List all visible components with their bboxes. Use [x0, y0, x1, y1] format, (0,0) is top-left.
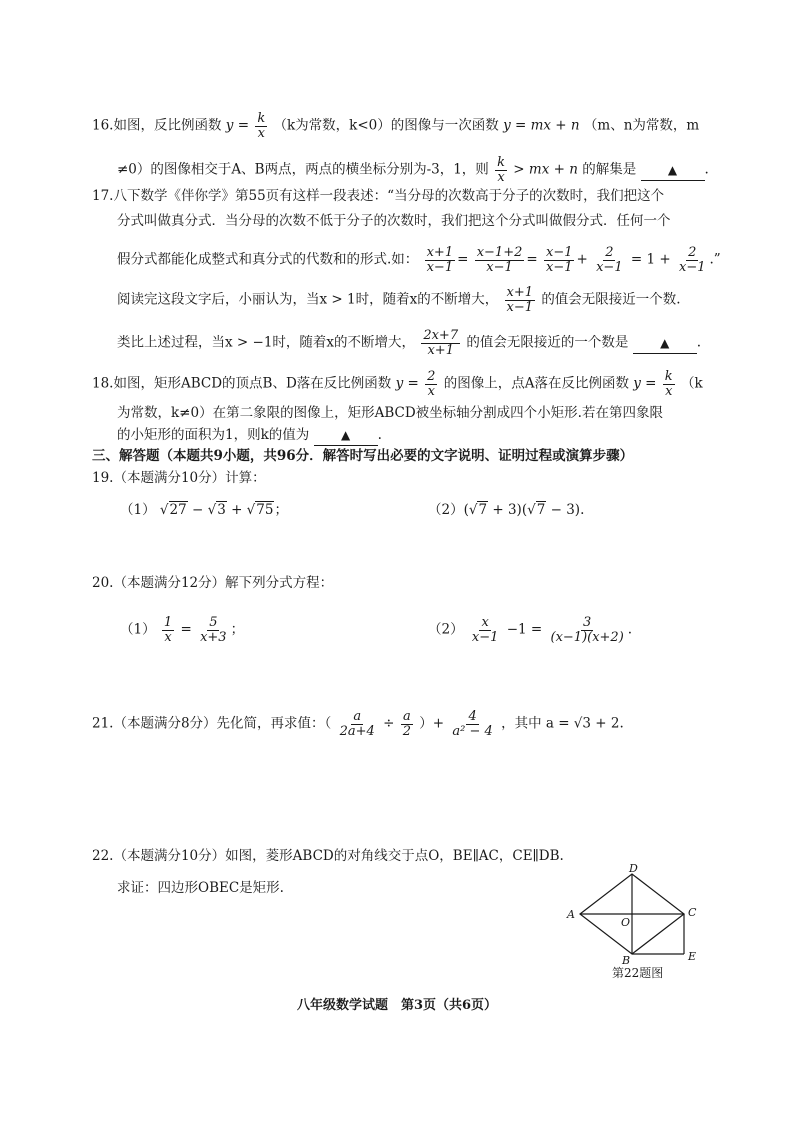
label-b: B [622, 954, 631, 966]
q17-line1: 17.八下数学《伴你学》第55页有这样一段表述：“当分母的次数高于分子的次数时，我们把这个 [92, 188, 665, 204]
q16-line2: ≠0）的图像相交于A、B两点，两点的横坐标分别为-3，1，则 $\frac{k}{x}$ > mx + n 的解集是 ▲ . [117, 155, 709, 185]
q20-part1: （1） $\frac{1}{x}$ = $\frac{5}{x+3}$ ； [120, 615, 245, 645]
section-heading: 三、解答题（本题共9小题，共96分．解答时写出必要的文字说明、证明过程或演算步骤） [92, 448, 634, 464]
q19-part2: （2）(√7 + 3)(√7 − 3). [428, 502, 585, 518]
q20-heading: 20.（本题满分12分）解下列分式方程： [92, 575, 334, 591]
q20-part2: （2） $\frac{x}{x-1}$ −1 = $\frac{3}{(x-1)(x+2)}$ . [428, 615, 633, 645]
q21-line: 21.（本题满分8分）先化简，再求值：（ $\frac{a}{2a+4}$ ÷ $\frac{a}{2}$ ）+ $\frac{4}{\text{a² − 4}}$ ，其中 a = √3 + 2. [92, 709, 624, 739]
q16-fraction-ineq: $\frac{k}{x}$ [497, 155, 505, 185]
answer-blank: ▲ [641, 160, 705, 181]
q17-line5: 类比上述过程，当x > −1时，随着x的不断增大， $\frac{2x+7}{x+1}$ 的值会无限接近的一个数是 ▲ . [117, 328, 701, 358]
q19-part1: （1） √27 − √3 + √75； [120, 502, 288, 518]
rhombus-figure [560, 862, 710, 966]
q17-line2: 分式叫做真分式．当分母的次数不低于分子的次数时，我们把这个分式叫做假分式．任何一个 [117, 213, 671, 229]
label-e: E [688, 950, 697, 963]
q16-line1: 16.如图，反比例函数 y = $\frac{k}{x}$ （k为常数，k<0）的图像与一次函数 y = mx + n （m、n为常数，m [92, 111, 700, 141]
page-footer: 八年级数学试题 第3页（共6页） [296, 998, 498, 1013]
q22-prove: 求证：四边形OBEC是矩形. [117, 880, 284, 896]
label-c: C [688, 906, 697, 919]
q16-fraction-k-over-x: $\frac{k}{x}$ [257, 111, 266, 141]
q18-line1: 18.如图，矩形ABCD的顶点B、D落在反比例函数 y = $\frac{2}{x}$ 的图像上，点A落在反比例函数 y = $\frac{k}{x}$ （k [92, 369, 703, 399]
label-a: A [567, 908, 575, 921]
q18-line2: 为常数，k≠0）在第二象限的图像上，矩形ABCD被坐标轴分割成四个小矩形.若在第四象限 [117, 405, 663, 421]
q17-line4: 阅读完这段文字后，小丽认为，当x > 1时，随着x的不断增大， $\frac{x+1}{x-1}$ 的值会无限接近一个数. [117, 285, 681, 315]
q22-heading: 22.（本题满分10分）如图，菱形ABCD的对角线交于点O，BE∥AC，CE∥DB. [92, 848, 564, 864]
q19-heading: 19.（本题满分10分）计算： [92, 470, 266, 486]
answer-blank: ▲ [314, 425, 378, 446]
answer-blank: ▲ [633, 333, 697, 354]
figure-caption: 第22题图 [612, 966, 664, 980]
q18-line3: 的小矩形的面积为1，则k的值为 ▲ . [117, 425, 382, 446]
q17-line3: 假分式都能化成整式和真分式的代数和的形式.如： $\frac{x+1}{x-1}$ = $\frac{x-1+2}{x-1}$ = $\frac{x-1}{x-1}$ + $\frac{2}{x-1}$ = 1 + $\frac{2}{x-1}$ .” [117, 245, 721, 275]
label-o: O [621, 916, 631, 929]
label-d: D [629, 862, 638, 875]
